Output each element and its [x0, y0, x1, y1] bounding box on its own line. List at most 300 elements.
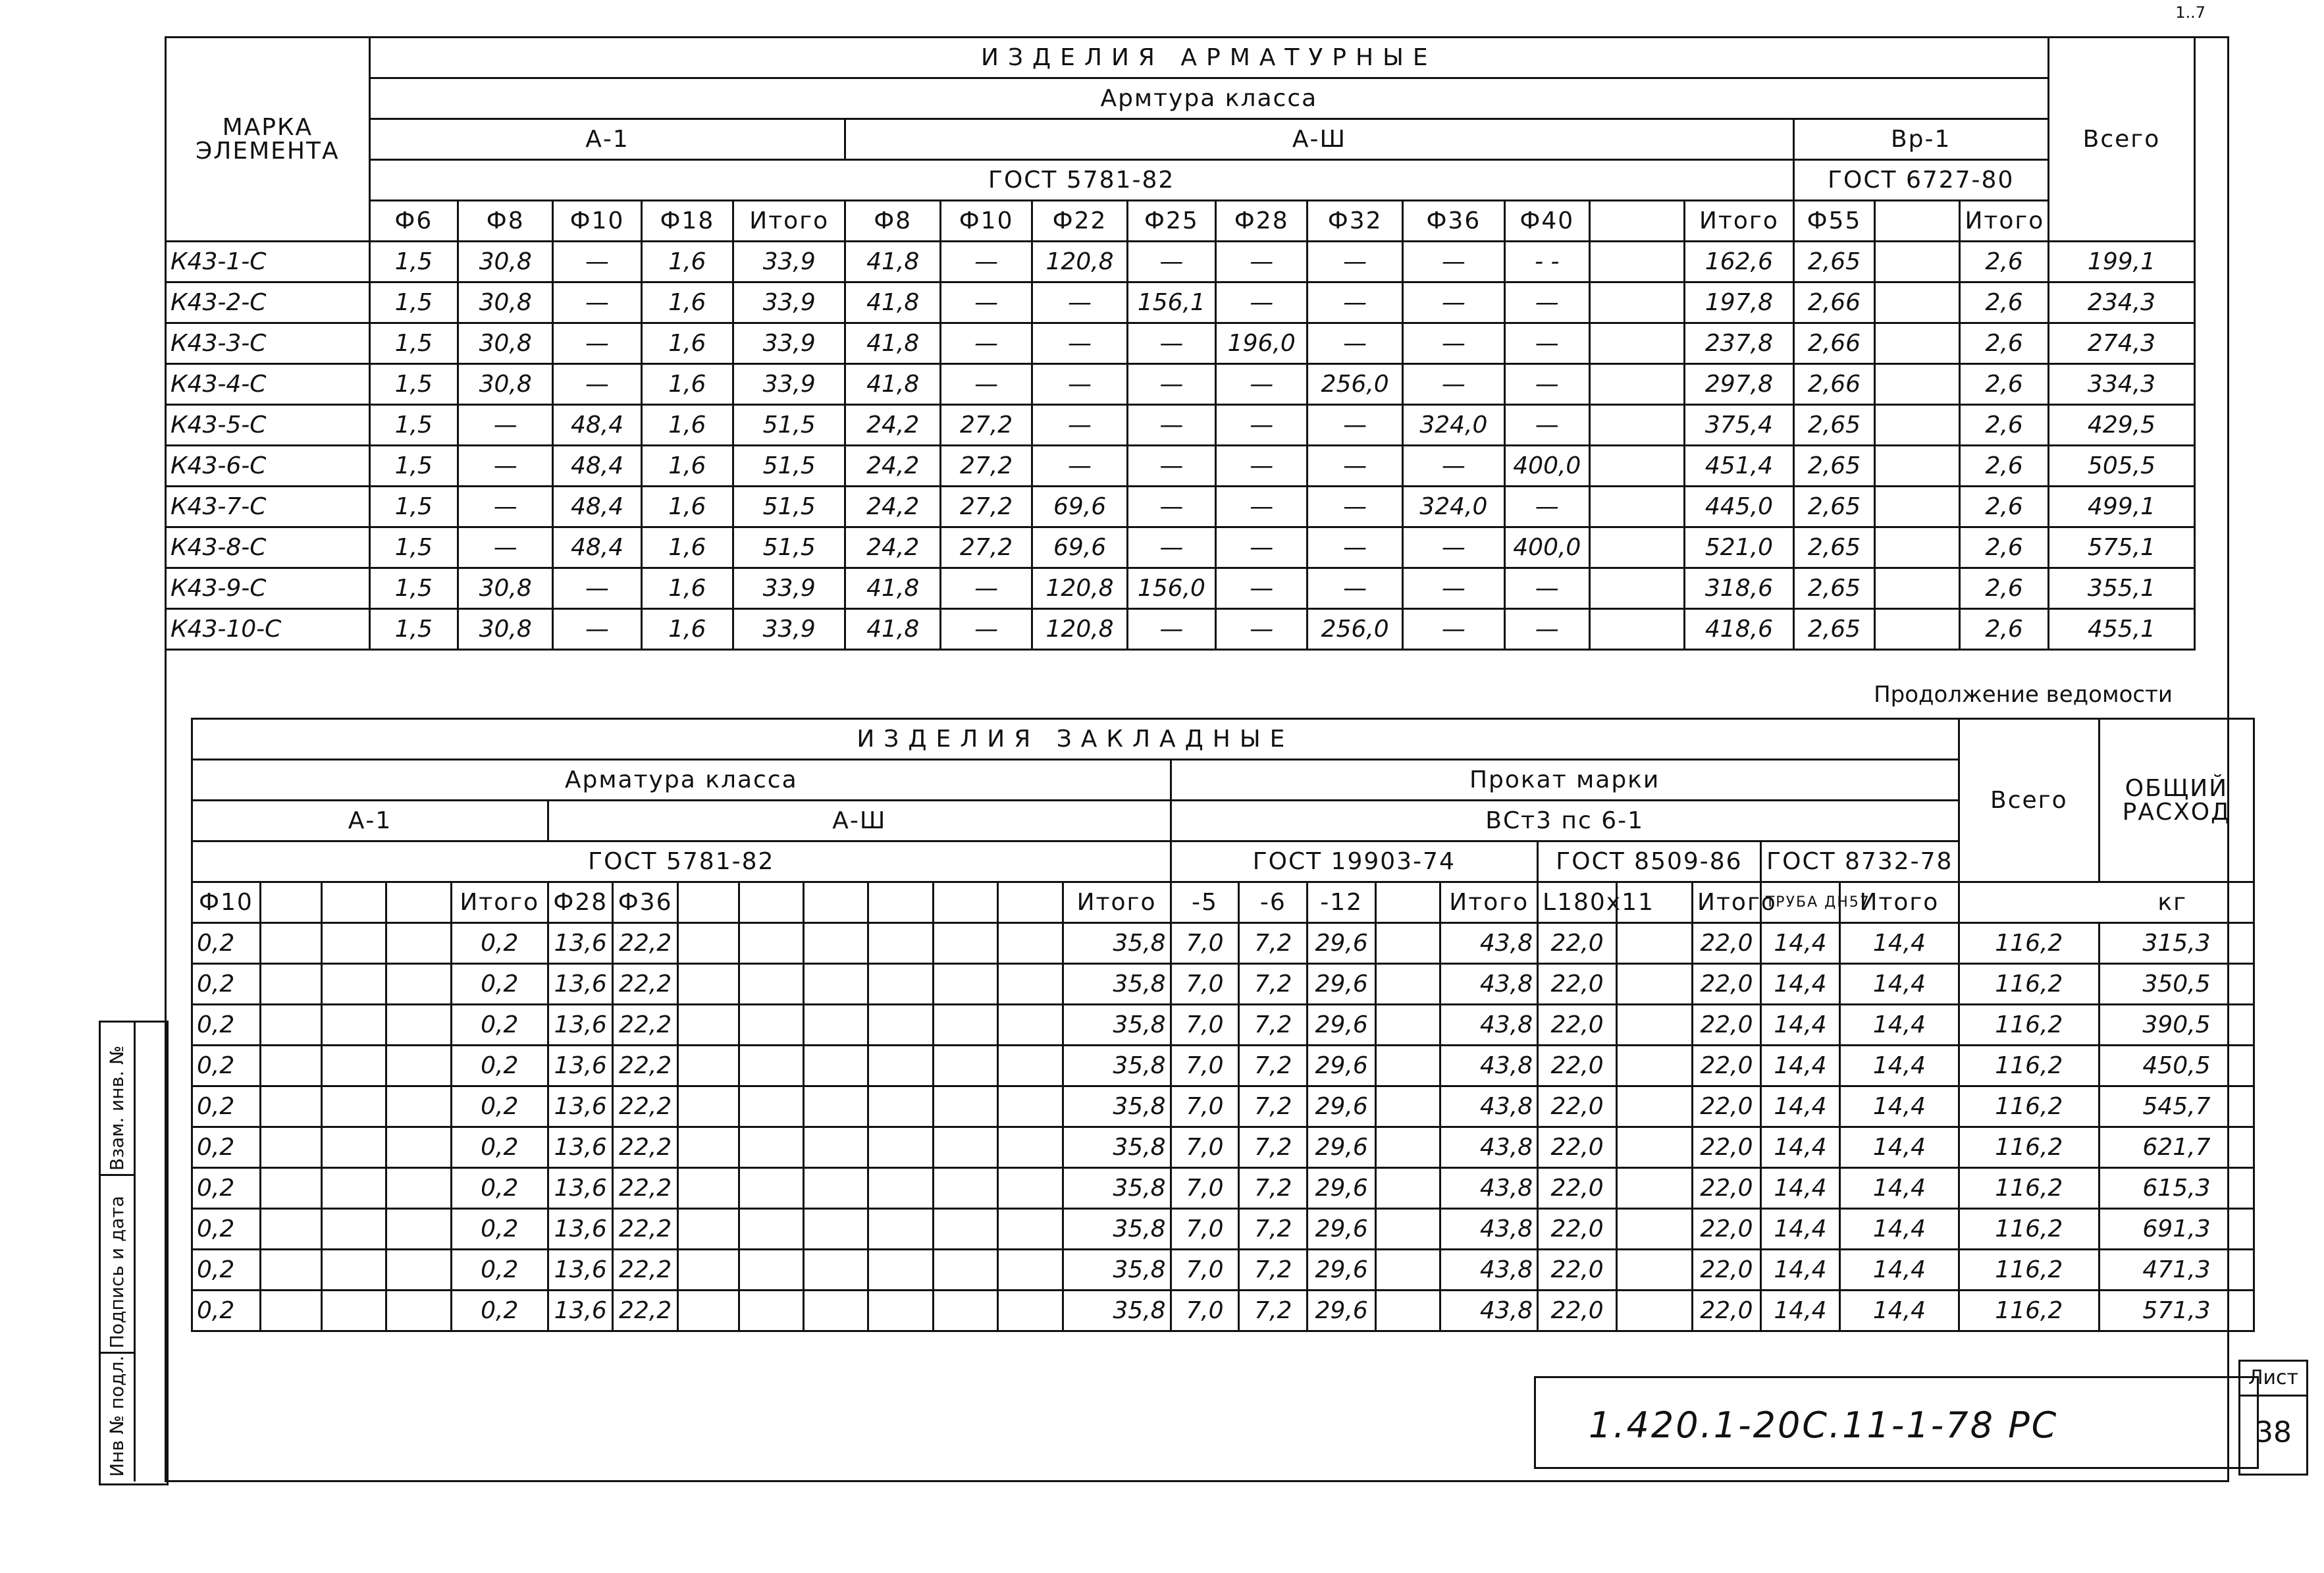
table-cell: 400,0 — [1504, 446, 1589, 487]
table-cell: 1,5 — [369, 487, 458, 527]
table-row — [192, 1086, 2254, 1127]
table-cell: 22,0 — [1693, 1250, 1761, 1291]
table-cell: — — [1504, 568, 1589, 609]
table-row — [192, 964, 2254, 1005]
empty-cell — [677, 1168, 739, 1209]
table-cell: 22,0 — [1693, 1291, 1761, 1331]
table-cell: 1,6 — [641, 487, 733, 527]
table-cell: 22,0 — [1538, 1209, 1617, 1250]
table-cell: 2,6 — [1960, 568, 2048, 609]
table-cell: 0,2 — [192, 1005, 261, 1046]
table-cell: — — [553, 282, 641, 323]
table-cell: 455,1 — [2048, 609, 2194, 650]
table-cell: — — [1127, 446, 1215, 487]
table-cell: 1,5 — [369, 609, 458, 650]
table-cell: 429,5 — [2048, 405, 2194, 446]
table2-col-header: Ф36 — [613, 882, 677, 923]
table2-col-header — [739, 882, 803, 923]
table-cell: 0,2 — [192, 1046, 261, 1086]
table-row — [192, 1005, 2254, 1046]
empty-cell — [998, 1250, 1063, 1291]
empty-cell — [868, 1168, 933, 1209]
table-row — [192, 1127, 2254, 1168]
table-cell: 41,8 — [845, 609, 941, 650]
table-cell: — — [1504, 487, 1589, 527]
table-cell: 7,2 — [1239, 1168, 1307, 1209]
element-mark-cell: К43-4-С — [166, 364, 370, 405]
table-cell: 33,9 — [733, 364, 845, 405]
table-cell: — — [1216, 405, 1307, 446]
table2-gost-a: ГОСТ 5781-82 — [192, 841, 1171, 882]
element-mark-cell: К43-10-С — [166, 609, 370, 650]
table-cell: — — [940, 609, 1032, 650]
table-cell: 13,6 — [548, 1291, 613, 1331]
table-cell: 48,4 — [553, 405, 641, 446]
table-cell: 29,6 — [1307, 1209, 1376, 1250]
table-cell: 120,8 — [1032, 609, 1128, 650]
table-cell: 7,0 — [1171, 923, 1239, 964]
empty-cell — [868, 1291, 933, 1331]
table2-col-header — [260, 882, 321, 923]
table-cell: 1,6 — [641, 242, 733, 282]
table-cell: 256,0 — [1307, 364, 1403, 405]
empty-cell — [1617, 1127, 1693, 1168]
empty-cell — [1376, 964, 1440, 1005]
table2-group-a3: А-Ш — [548, 801, 1171, 841]
empty-cell — [933, 1291, 997, 1331]
table-cell: 571,3 — [2099, 1291, 2254, 1331]
table-cell: — — [940, 568, 1032, 609]
table-cell: 7,0 — [1171, 964, 1239, 1005]
table-cell: 14,4 — [1840, 1046, 1959, 1086]
table-cell: 43,8 — [1440, 964, 1538, 1005]
table-cell: — — [1127, 364, 1215, 405]
table-cell: 22,2 — [613, 1291, 677, 1331]
table-cell: 116,2 — [1959, 1046, 2099, 1086]
group-bp1: Вр-1 — [1793, 119, 2048, 160]
empty-cell — [868, 923, 933, 964]
table-cell: 318,6 — [1685, 568, 1793, 609]
table-cell: 1,6 — [641, 405, 733, 446]
table-cell: 0,2 — [451, 1086, 548, 1127]
empty-cell — [998, 1127, 1063, 1168]
element-mark-cell: К43-5-С — [166, 405, 370, 446]
table-cell: 116,2 — [1959, 1168, 2099, 1209]
table-cell: 521,0 — [1685, 527, 1793, 568]
table-row — [166, 323, 2195, 364]
table-cell: 29,6 — [1307, 1291, 1376, 1331]
table-cell: 24,2 — [845, 527, 941, 568]
table-cell: 390,5 — [2099, 1005, 2254, 1046]
table-cell: 1,5 — [369, 282, 458, 323]
table2-col-header: Итого — [1840, 882, 1959, 923]
table-cell: — — [458, 527, 553, 568]
table-cell: — — [1402, 568, 1504, 609]
table-cell: 27,2 — [940, 487, 1032, 527]
table-cell: — — [1127, 323, 1215, 364]
table-cell: — — [1216, 568, 1307, 609]
table-cell: 400,0 — [1504, 527, 1589, 568]
element-mark-cell: К43-9-С — [166, 568, 370, 609]
table-cell — [1875, 487, 1960, 527]
empty-cell — [998, 1168, 1063, 1209]
empty-cell — [677, 1209, 739, 1250]
embedded-products-table — [191, 718, 2255, 1332]
table-cell: 274,3 — [2048, 323, 2194, 364]
empty-cell — [386, 964, 451, 1005]
table-cell: 14,4 — [1760, 1127, 1839, 1168]
table1-col-header: Ф32 — [1307, 201, 1403, 242]
table-cell: 22,0 — [1538, 964, 1617, 1005]
empty-cell — [804, 1168, 868, 1209]
empty-cell — [260, 923, 321, 964]
table-cell: 24,2 — [845, 487, 941, 527]
table1-col-header: Итого — [1685, 201, 1793, 242]
reinforcement-products-table — [165, 36, 2196, 651]
empty-cell — [677, 1046, 739, 1086]
table-row — [192, 1291, 2254, 1331]
empty-cell — [739, 1209, 803, 1250]
empty-cell — [321, 1086, 386, 1127]
empty-cell — [386, 1005, 451, 1046]
table-cell: 334,3 — [2048, 364, 2194, 405]
table-cell: 30,8 — [458, 242, 553, 282]
table-cell: — — [1402, 364, 1504, 405]
table-cell: 43,8 — [1440, 1168, 1538, 1209]
table-row — [166, 242, 2195, 282]
empty-cell — [260, 1086, 321, 1127]
table-cell: 13,6 — [548, 964, 613, 1005]
table-cell: 22,0 — [1538, 1168, 1617, 1209]
table-cell: 29,6 — [1307, 1250, 1376, 1291]
table-cell: 0,2 — [451, 1127, 548, 1168]
table2-group-a1: А-1 — [192, 801, 548, 841]
table-cell — [1589, 446, 1685, 487]
table2-col-header: Итого — [1693, 882, 1761, 923]
table-cell: 22,0 — [1693, 1127, 1761, 1168]
table-cell: 48,4 — [553, 487, 641, 527]
table1-col-header: Ф22 — [1032, 201, 1128, 242]
table-cell: — — [1402, 527, 1504, 568]
table-cell: 22,2 — [613, 1127, 677, 1168]
side-label-replace: Взам. инв. № — [106, 1045, 128, 1171]
table2-col-header — [998, 882, 1063, 923]
table-cell — [1589, 568, 1685, 609]
table-cell: 7,0 — [1171, 1291, 1239, 1331]
table-cell: 1,6 — [641, 364, 733, 405]
table-cell: 13,6 — [548, 1086, 613, 1127]
table-cell: 41,8 — [845, 323, 941, 364]
empty-cell — [868, 1127, 933, 1168]
table2-col-header: Итого — [1440, 882, 1538, 923]
empty-cell — [386, 1046, 451, 1086]
table-cell: 7,2 — [1239, 1086, 1307, 1127]
table-cell: 2,6 — [1960, 446, 2048, 487]
table-cell: — — [1504, 282, 1589, 323]
empty-cell — [933, 1127, 997, 1168]
table-cell: 22,2 — [613, 1005, 677, 1046]
sheet-number: 38 — [2255, 1416, 2292, 1449]
table-cell: 1,5 — [369, 405, 458, 446]
empty-cell — [386, 1086, 451, 1127]
empty-cell — [868, 1005, 933, 1046]
empty-cell — [386, 1168, 451, 1209]
empty-cell — [677, 1086, 739, 1127]
table-cell: 7,0 — [1171, 1086, 1239, 1127]
empty-cell — [933, 1086, 997, 1127]
table2-col-header — [321, 882, 386, 923]
table-cell: 2,65 — [1793, 527, 1875, 568]
table-cell: 116,2 — [1959, 1127, 2099, 1168]
table-cell: 2,65 — [1793, 242, 1875, 282]
table1-col-header: Ф10 — [553, 201, 641, 242]
table1-col-header: Ф36 — [1402, 201, 1504, 242]
table-cell: 450,5 — [2099, 1046, 2254, 1086]
table-cell: 0,2 — [451, 1250, 548, 1291]
sheet-label: Лист — [2240, 1362, 2306, 1397]
table-cell: — — [1307, 568, 1403, 609]
table-row — [166, 609, 2195, 650]
table-cell: 0,2 — [451, 1291, 548, 1331]
table-cell: 30,8 — [458, 568, 553, 609]
empty-cell — [1617, 1005, 1693, 1046]
table-cell: — — [553, 609, 641, 650]
table-cell: — — [458, 405, 553, 446]
corner-mark: 1..7 — [2175, 3, 2205, 22]
empty-cell — [998, 1209, 1063, 1250]
table-cell: — — [940, 364, 1032, 405]
table-cell: — — [1402, 282, 1504, 323]
empty-cell — [386, 1250, 451, 1291]
table-cell: — — [1127, 487, 1215, 527]
empty-cell — [1376, 1046, 1440, 1086]
table-cell: — — [1307, 446, 1403, 487]
table-cell: — — [1216, 527, 1307, 568]
table-cell: 116,2 — [1959, 923, 2099, 964]
table-cell: — — [1032, 446, 1128, 487]
overall-header: ОБЩИЙ РАСХОД — [2099, 719, 2254, 882]
table-cell: 7,2 — [1239, 1046, 1307, 1086]
table-cell: 30,8 — [458, 609, 553, 650]
empty-cell — [804, 1086, 868, 1127]
empty-cell — [677, 964, 739, 1005]
table2-col-header: Итого — [1063, 882, 1171, 923]
table-cell: 14,4 — [1760, 1291, 1839, 1331]
prokat-header: Прокат марки — [1171, 760, 1959, 801]
table-cell: 41,8 — [845, 364, 941, 405]
table-cell: 33,9 — [733, 323, 845, 364]
table-cell: 13,6 — [548, 1127, 613, 1168]
table-cell: 1,5 — [369, 568, 458, 609]
table-row — [192, 1046, 2254, 1086]
empty-cell — [260, 1209, 321, 1250]
table-cell: 33,9 — [733, 282, 845, 323]
table-cell: — — [1307, 323, 1403, 364]
table-cell: — — [1032, 364, 1128, 405]
table-cell: 14,4 — [1760, 1168, 1839, 1209]
table-cell: 22,2 — [613, 1250, 677, 1291]
table-cell — [1589, 527, 1685, 568]
table-cell: 22,0 — [1693, 1086, 1761, 1127]
empty-cell — [804, 1250, 868, 1291]
table-cell: 7,0 — [1171, 1127, 1239, 1168]
table-cell: 315,3 — [2099, 923, 2254, 964]
empty-cell — [321, 1168, 386, 1209]
table-cell: 69,6 — [1032, 527, 1128, 568]
empty-cell — [998, 1291, 1063, 1331]
empty-cell — [998, 923, 1063, 964]
total-header: Всего — [2048, 38, 2194, 242]
table-cell: 29,6 — [1307, 964, 1376, 1005]
table-cell: 0,2 — [192, 923, 261, 964]
table-row — [166, 527, 2195, 568]
empty-cell — [677, 1005, 739, 1046]
table1-col-header: Ф10 — [940, 201, 1032, 242]
table-cell: 43,8 — [1440, 1250, 1538, 1291]
empty-cell — [804, 964, 868, 1005]
table-cell — [1875, 527, 1960, 568]
table-cell: 29,6 — [1307, 1086, 1376, 1127]
table-cell: — — [1127, 242, 1215, 282]
empty-cell — [1376, 923, 1440, 964]
table-cell: 2,65 — [1793, 568, 1875, 609]
empty-cell — [677, 1127, 739, 1168]
table-cell: 1,5 — [369, 323, 458, 364]
table-cell: 35,8 — [1063, 964, 1171, 1005]
table-cell: 14,4 — [1760, 964, 1839, 1005]
table-cell: 196,0 — [1216, 323, 1307, 364]
side-label-signature: Подпись и дата — [106, 1196, 128, 1348]
table1-col-header — [1589, 201, 1685, 242]
empty-cell — [260, 1168, 321, 1209]
table1-col-header: Ф55 — [1793, 201, 1875, 242]
table-cell: 0,2 — [192, 964, 261, 1005]
table-cell: — — [553, 242, 641, 282]
empty-cell — [739, 1291, 803, 1331]
table-cell: — — [1032, 282, 1128, 323]
table2-col-header — [1376, 882, 1440, 923]
class-header: Армтура класса — [369, 78, 2048, 119]
table-cell: 14,4 — [1840, 1209, 1959, 1250]
table-cell: 2,66 — [1793, 323, 1875, 364]
table-cell: 14,4 — [1760, 1005, 1839, 1046]
table-cell: 22,0 — [1693, 1209, 1761, 1250]
empty-cell — [1376, 1086, 1440, 1127]
table1-col-header — [1875, 201, 1960, 242]
empty-cell — [321, 1250, 386, 1291]
table-cell: 621,7 — [2099, 1127, 2254, 1168]
table-cell: — — [1216, 282, 1307, 323]
table-cell: 116,2 — [1959, 1250, 2099, 1291]
table-cell: 2,65 — [1793, 609, 1875, 650]
empty-cell — [739, 1168, 803, 1209]
table-cell: — — [1307, 487, 1403, 527]
empty-cell — [1617, 964, 1693, 1005]
table-cell: 30,8 — [458, 323, 553, 364]
side-stamp — [99, 1021, 169, 1485]
empty-cell — [1376, 1127, 1440, 1168]
table-cell: 35,8 — [1063, 1005, 1171, 1046]
table-cell: — — [1127, 609, 1215, 650]
table-cell: 0,2 — [451, 1005, 548, 1046]
table-cell: 505,5 — [2048, 446, 2194, 487]
table-cell: 7,2 — [1239, 1209, 1307, 1250]
table-row — [166, 405, 2195, 446]
table2-col-header: ТРУБА ДН57 — [1760, 882, 1839, 923]
drawing-sheet — [99, 3, 2299, 1481]
table-cell: 43,8 — [1440, 923, 1538, 964]
table-cell: 29,6 — [1307, 1127, 1376, 1168]
table-cell: — — [1307, 282, 1403, 323]
gost-a: ГОСТ 5781-82 — [369, 160, 1793, 201]
table-cell: 7,2 — [1239, 1291, 1307, 1331]
table-cell: 43,8 — [1440, 1127, 1538, 1168]
table-cell — [1589, 405, 1685, 446]
table-cell: 33,9 — [733, 568, 845, 609]
table-cell: 0,2 — [192, 1291, 261, 1331]
table-cell: 199,1 — [2048, 242, 2194, 282]
table-cell: 51,5 — [733, 487, 845, 527]
table-cell: 14,4 — [1840, 1250, 1959, 1291]
table-cell: 24,2 — [845, 405, 941, 446]
empty-cell — [321, 1291, 386, 1331]
empty-cell — [321, 1127, 386, 1168]
table-cell: 22,2 — [613, 1046, 677, 1086]
table-cell: 22,0 — [1538, 1086, 1617, 1127]
table-cell: 48,4 — [553, 446, 641, 487]
table-cell: 30,8 — [458, 282, 553, 323]
table-cell — [1589, 282, 1685, 323]
table-cell: 297,8 — [1685, 364, 1793, 405]
table-cell: 1,6 — [641, 527, 733, 568]
table-cell: 1,6 — [641, 609, 733, 650]
table1-col-header: Итого — [733, 201, 845, 242]
title-block — [1534, 1376, 2259, 1469]
table2-col-header — [868, 882, 933, 923]
table-cell: 545,7 — [2099, 1086, 2254, 1127]
table-row — [166, 282, 2195, 323]
table1-col-header: Ф25 — [1127, 201, 1215, 242]
steel-grade: ВСт3 пс 6-1 — [1171, 801, 1959, 841]
empty-cell — [677, 1250, 739, 1291]
table-cell: 7,0 — [1171, 1168, 1239, 1209]
table-cell: 2,66 — [1793, 282, 1875, 323]
table-cell — [1875, 568, 1960, 609]
empty-cell — [386, 923, 451, 964]
empty-cell — [1617, 1168, 1693, 1209]
table-cell: 22,2 — [613, 1168, 677, 1209]
document-code: 1.420.1-20С.11-1-78 РС — [1589, 1404, 2059, 1446]
table-cell: 116,2 — [1959, 1291, 2099, 1331]
element-mark-cell: К43-7-С — [166, 487, 370, 527]
empty-cell — [321, 923, 386, 964]
table-cell: 14,4 — [1840, 1005, 1959, 1046]
table2-total-header: Всего — [1959, 719, 2099, 882]
table-cell: 0,2 — [451, 964, 548, 1005]
table-cell: 22,0 — [1538, 1250, 1617, 1291]
table-cell: — — [458, 446, 553, 487]
empty-cell — [804, 1005, 868, 1046]
table-cell: 27,2 — [940, 527, 1032, 568]
table-cell: 7,2 — [1239, 923, 1307, 964]
empty-cell — [868, 1086, 933, 1127]
table-cell: 13,6 — [548, 1046, 613, 1086]
table-row — [192, 923, 2254, 964]
table-cell: 51,5 — [733, 446, 845, 487]
table-cell: 2,6 — [1960, 242, 2048, 282]
table-cell: 2,6 — [1960, 282, 2048, 323]
empty-cell — [933, 1209, 997, 1250]
